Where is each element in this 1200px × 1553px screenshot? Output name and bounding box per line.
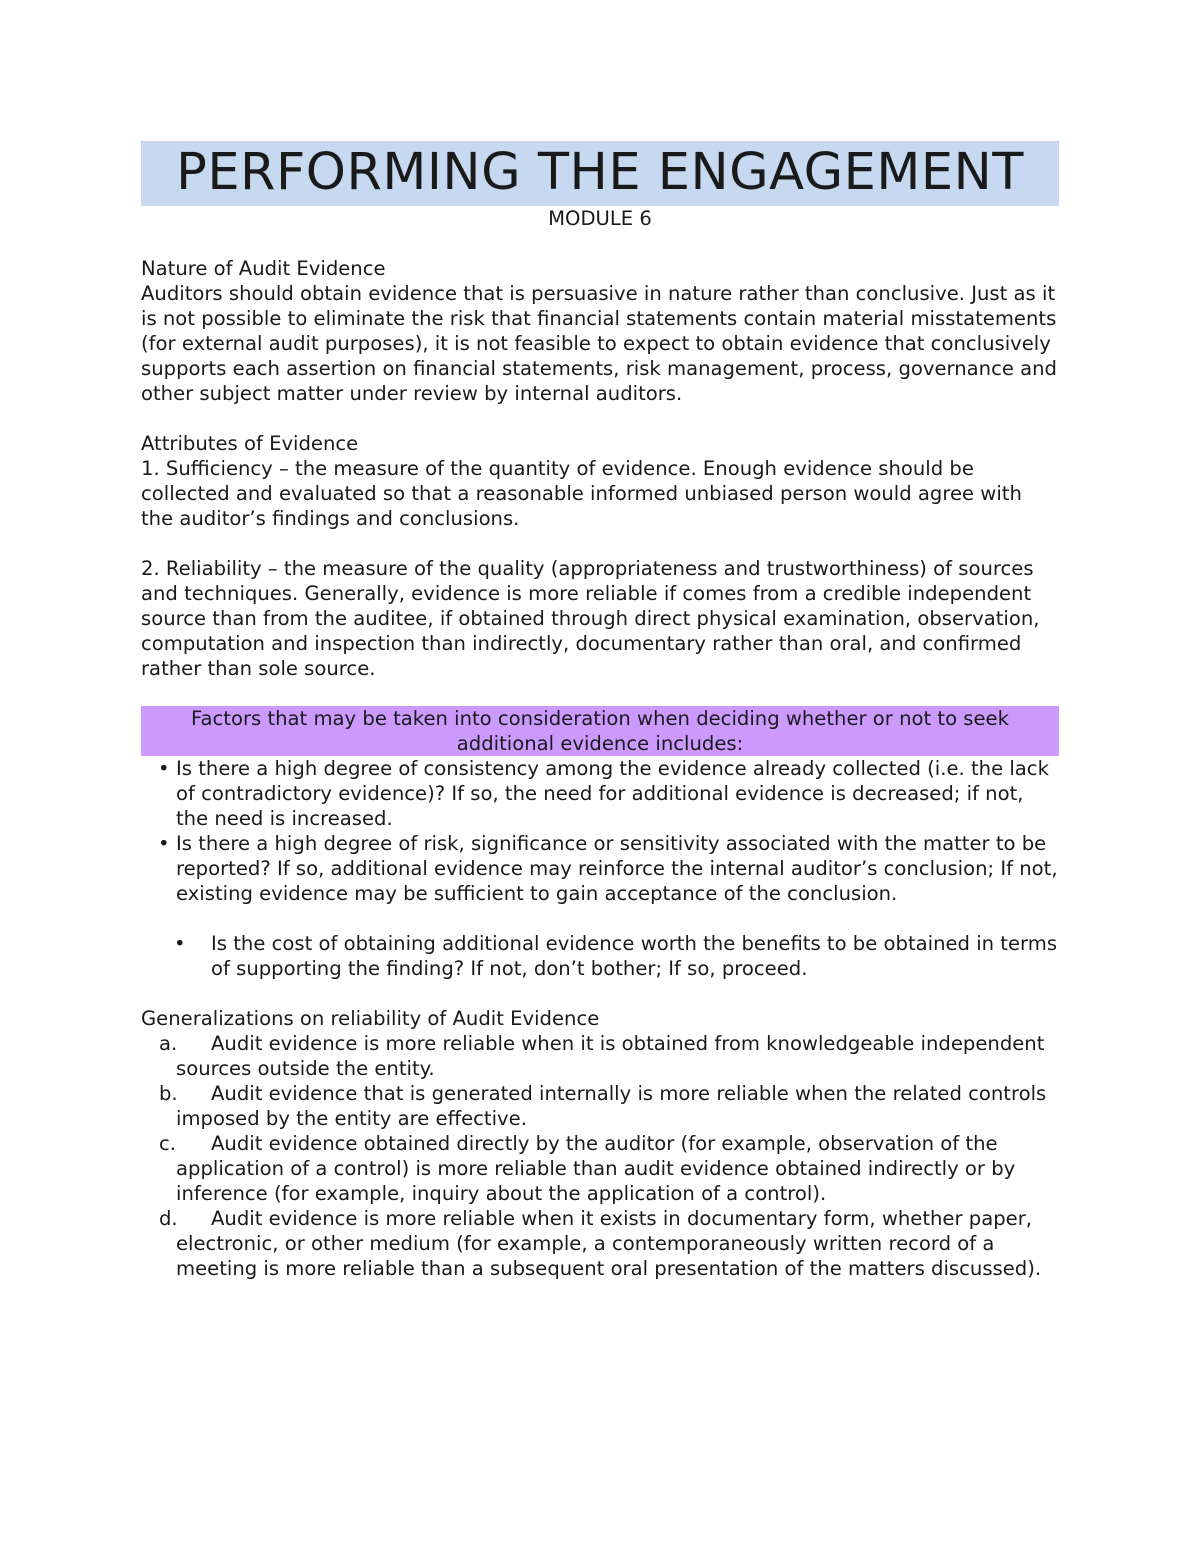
spacer: [141, 981, 1059, 1006]
attribute-sufficiency: 1. Sufficiency – the measure of the quantity of evidence. Enough evidence should be collected and evaluated so that a reasonable informed unbiased person would agree with the auditor’s findings and conclusions.: [141, 457, 1022, 530]
generalization-text: Audit evidence is more reliable when it exists in documentary form, whether paper, electronic, or other medium (for example, a contemporaneously written record of a meeting is more reliable than a subsequent oral presentation of the matters discussed).: [176, 1207, 1042, 1280]
spacer: [141, 531, 1059, 556]
list-marker: a.: [159, 1032, 178, 1055]
spacer: [141, 406, 1059, 431]
list-item: [141, 831, 1059, 906]
list-marker: d.: [159, 1207, 178, 1230]
list-item: [141, 1081, 1059, 1131]
bullet-icon: •: [174, 932, 186, 955]
bullet-icon: •: [158, 757, 170, 780]
list-item: [141, 931, 1059, 981]
attributes-heading: Attributes of Evidence: [141, 432, 359, 455]
nature-body: Auditors should obtain evidence that is persuasive in nature rather than conclusive. Just as it is not possible to eliminate the risk that financial statements contain material misstatements (for external audit purposes), it is not feasible to expect to obtain evidence that conclusively supports each assertion on financial statements, risk management, process, governance and other subject matter under review by internal auditors.: [141, 282, 1057, 405]
list-item: [141, 756, 1059, 831]
document-title: PERFORMING THE ENGAGEMENT: [141, 141, 1059, 206]
factor-text: Is there a high degree of consistency among the evidence already collected (i.e. the lack of contradictory evidence)? If so, the need for additional evidence is decreased; if not, the need is increased.: [176, 757, 1049, 830]
list-item: [141, 1206, 1059, 1281]
generalizations-list: [141, 1031, 1059, 1281]
list-item: [141, 1131, 1059, 1206]
factors-list: [141, 756, 1059, 981]
list-item: [141, 1031, 1059, 1081]
list-marker: b.: [159, 1082, 178, 1105]
attribute-reliability: 2. Reliability – the measure of the quality (appropriateness and trustworthiness) of sources and techniques. Generally, evidence is more reliable if comes from a credible independent source than from the auditee, if obtained through direct physical examination, observation, computation and inspection than indirectly, documentary rather than oral, and confirmed rather than sole source.: [141, 557, 1040, 680]
generalization-text: Audit evidence is more reliable when it is obtained from knowledgeable independent sources outside the entity.: [176, 1032, 1045, 1080]
generalization-text: Audit evidence obtained directly by the auditor (for example, observation of the application of a control) is more reliable than audit evidence obtained indirectly or by inference (for example, inquiry about the application of a control).: [176, 1132, 1016, 1205]
factor-text: Is there a high degree of risk, significance or sensitivity associated with the matter to be reported? If so, additional evidence may reinforce the internal auditor’s conclusion; If not, existing evidence may be sufficient to gain acceptance of the conclusion.: [176, 832, 1058, 905]
generalizations-heading: Generalizations on reliability of Audit Evidence: [141, 1007, 600, 1030]
factors-heading: Factors that may be taken into consideration when deciding whether or not to seek additional evidence includes:: [141, 706, 1059, 756]
generalization-text: Audit evidence that is generated internally is more reliable when the related controls imposed by the entity are effective.: [176, 1082, 1047, 1130]
factor-text: Is the cost of obtaining additional evidence worth the benefits to be obtained in terms of supporting the finding? If not, don’t bother; If so, proceed.: [211, 932, 1058, 980]
nature-heading: Nature of Audit Evidence: [141, 257, 386, 280]
document-page: [141, 141, 1059, 1281]
bullet-icon: •: [158, 832, 170, 855]
module-label: MODULE 6: [548, 207, 652, 230]
spacer: [141, 231, 1059, 256]
list-marker: c.: [159, 1132, 177, 1155]
